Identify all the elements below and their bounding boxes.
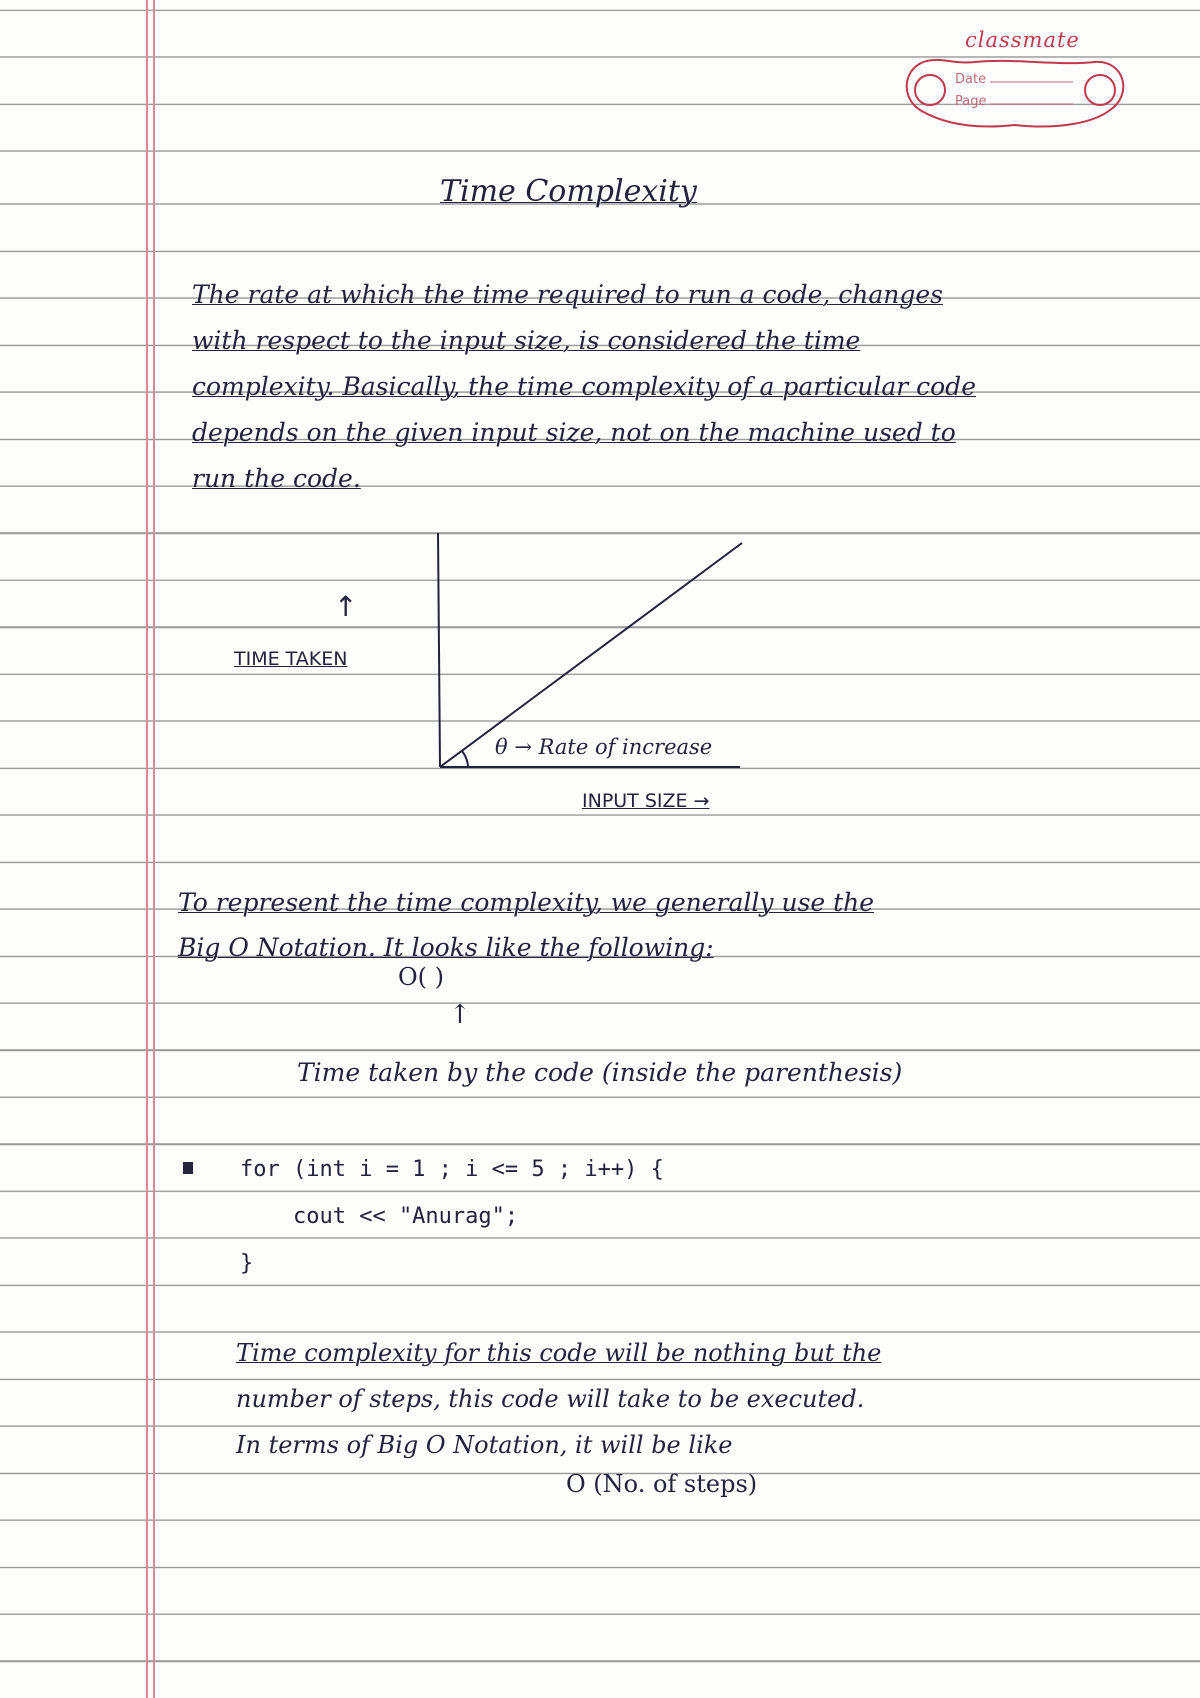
intro-line: depends on the given input size, not on the machine used to xyxy=(192,418,956,447)
x-axis-label: INPUT SIZE → xyxy=(582,790,710,812)
margin-line xyxy=(153,0,155,1698)
page-title: Time Complexity xyxy=(440,174,697,209)
bigo-intro xyxy=(178,880,1168,970)
stamp-page-label: Page xyxy=(955,94,987,109)
explanation-line: Time complexity for this code will be nothing but the xyxy=(236,1339,882,1367)
code-line: cout << "Anurag"; xyxy=(240,1204,519,1229)
y-axis-label: TIME TAKEN xyxy=(234,648,348,670)
intro-line: with respect to the input size, is considered the time xyxy=(192,326,861,355)
brand-logo: classmate xyxy=(965,28,1080,52)
code-line: for (int i = 1 ; i <= 5 ; i++) { xyxy=(240,1157,664,1182)
explanation-paragraph xyxy=(236,1330,1136,1468)
up-arrow-icon: ↑ xyxy=(334,590,358,623)
steps-formula: O (No. of steps) xyxy=(566,1470,758,1498)
intro-line: complexity. Basically, the time complexity of a particular code xyxy=(192,372,976,401)
code-line: } xyxy=(240,1251,254,1276)
date-page-stamp xyxy=(895,50,1135,135)
intro-line: run the code. xyxy=(192,464,361,493)
bigo-caption: Time taken by the code (inside the parenthesis) xyxy=(297,1058,903,1087)
up-arrow-icon: ↑ xyxy=(449,1000,471,1030)
intro-paragraph xyxy=(192,272,1172,502)
margin-line xyxy=(146,0,148,1698)
explanation-line: In terms of Big O Notation, it will be like xyxy=(236,1431,733,1459)
theta-arc xyxy=(462,751,468,767)
explanation-line: number of steps, this code will take to be executed. xyxy=(236,1385,865,1413)
bullet-icon xyxy=(183,1162,193,1174)
stamp-date-label: Date xyxy=(955,72,987,87)
theta-note: θ → Rate of increase xyxy=(495,735,713,759)
bigo-syntax: O( ) xyxy=(398,963,445,991)
bigo-line: To represent the time complexity, we generally use the xyxy=(178,888,875,917)
y-axis xyxy=(438,533,440,767)
growth-line xyxy=(440,543,742,767)
code-snippet xyxy=(240,1146,664,1287)
bigo-line: Big O Notation. It looks like the following: xyxy=(178,933,714,962)
intro-line: The rate at which the time required to run a code, changes xyxy=(192,280,944,309)
